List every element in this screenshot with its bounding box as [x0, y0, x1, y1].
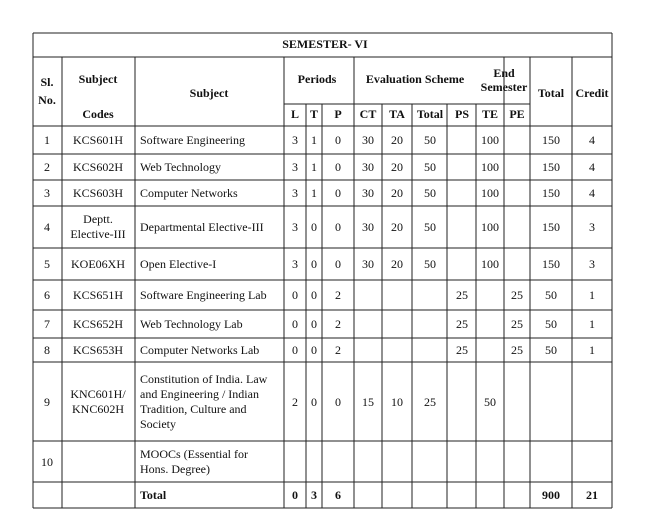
cell-t: 0	[311, 394, 317, 409]
cell-credit: 4	[589, 186, 595, 200]
cell-pe: 25	[511, 343, 523, 357]
cell-ps: 25	[456, 288, 468, 302]
cell-pe: 25	[511, 317, 523, 331]
cell-sl: 1	[44, 133, 50, 147]
header-evaluation-scheme: Evaluation Scheme	[365, 72, 465, 86]
cell-l: 3	[292, 257, 298, 271]
cell-l: 2	[292, 394, 298, 409]
cell-te: 100	[481, 220, 499, 234]
cell-subject: Computer Networks	[140, 185, 238, 200]
header-end: End	[493, 66, 515, 80]
cell-ps: 25	[456, 343, 468, 357]
cell-ct: 15	[362, 394, 374, 409]
cell-credit: 1	[589, 343, 595, 357]
cell-t: 0	[311, 288, 317, 302]
subheader-ta: TA	[389, 107, 405, 121]
total-t: 3	[311, 488, 317, 502]
cell-credit: 1	[589, 317, 595, 331]
subheader-t: T	[309, 107, 319, 121]
cell-t: 1	[311, 186, 317, 200]
total-l: 0	[292, 488, 298, 502]
cell-subject: MOOCs (Essential for	[140, 446, 248, 461]
cell-total: 150	[542, 186, 560, 200]
cell-te: 100	[481, 133, 499, 147]
cell-te: 100	[481, 257, 499, 271]
cell-p: 0	[335, 220, 341, 234]
header-periods: Periods	[297, 72, 337, 86]
cell-l: 3	[292, 133, 298, 147]
cell-t: 0	[311, 317, 317, 331]
header-semester: Semester	[480, 80, 528, 94]
cell-subject-code: Elective-III	[70, 227, 126, 241]
cell-subject: Software Engineering Lab	[140, 287, 267, 302]
cell-ct: 30	[362, 220, 374, 234]
subheader-te: TE	[481, 107, 499, 121]
cell-ta: 20	[391, 257, 403, 271]
cell-ct: 30	[362, 160, 374, 174]
cell-total: 50	[545, 317, 557, 331]
cell-ps: 25	[456, 317, 468, 331]
cell-p: 0	[335, 257, 341, 271]
cell-subject: Web Technology	[140, 159, 221, 174]
header-no: No.	[38, 93, 56, 107]
cell-ta: 10	[391, 394, 403, 409]
cell-t: 1	[311, 160, 317, 174]
cell-subject-code: KCS653H	[72, 342, 124, 357]
cell-subject: Hons. Degree)	[140, 461, 210, 476]
cell-l: 3	[292, 186, 298, 200]
cell-subject-code: KCS601H	[72, 132, 124, 147]
subheader-pe: PE	[509, 107, 525, 121]
header-credit: Credit	[575, 86, 609, 100]
cell-sl: 7	[44, 317, 50, 331]
header-codes: Codes	[82, 107, 114, 121]
cell-subject-code: KCS602H	[72, 159, 124, 174]
cell-subject-code: KNC602H	[71, 401, 125, 416]
subheader-ct: CT	[359, 107, 377, 121]
cell-subject: Software Engineering	[140, 132, 245, 147]
cell-sl: 3	[44, 186, 50, 200]
cell-sl: 8	[44, 343, 50, 357]
cell-eval-total: 50	[424, 133, 436, 147]
total-marks: 900	[542, 488, 560, 502]
cell-ct: 30	[362, 186, 374, 200]
cell-credit: 4	[589, 133, 595, 147]
total-credit: 21	[586, 488, 598, 502]
subheader-p: P	[334, 107, 342, 121]
cell-subject: Tradition, Culture and	[140, 401, 247, 416]
cell-credit: 1	[589, 288, 595, 302]
cell-eval-total: 25	[424, 394, 436, 409]
cell-l: 3	[292, 220, 298, 234]
cell-l: 3	[292, 160, 298, 174]
cell-p: 0	[335, 186, 341, 200]
cell-subject: Web Technology Lab	[140, 316, 243, 331]
header-total: Total	[537, 86, 565, 100]
subheader-ps: PS	[454, 107, 470, 121]
cell-subject: Computer Networks Lab	[140, 342, 260, 357]
cell-credit: 3	[589, 220, 595, 234]
cell-sl: 6	[44, 288, 50, 302]
cell-t: 1	[311, 133, 317, 147]
cell-te: 100	[481, 186, 499, 200]
cell-eval-total: 50	[424, 160, 436, 174]
cell-sl: 9	[44, 394, 50, 409]
subheader-l: L	[290, 107, 300, 121]
cell-total: 150	[542, 257, 560, 271]
cell-sl: 5	[44, 257, 50, 271]
cell-sl: 2	[44, 160, 50, 174]
cell-credit: 3	[589, 257, 595, 271]
cell-te: 100	[481, 160, 499, 174]
cell-credit: 4	[589, 160, 595, 174]
cell-total: 150	[542, 133, 560, 147]
cell-eval-total: 50	[424, 257, 436, 271]
cell-subject: Constitution of India. Law	[140, 371, 268, 386]
cell-subject: Departmental Elective-III	[140, 219, 264, 234]
cell-ct: 30	[362, 133, 374, 147]
header-subject-codes: Subject	[78, 72, 118, 86]
cell-p: 2	[335, 317, 341, 331]
cell-t: 0	[311, 257, 317, 271]
cell-ta: 20	[391, 220, 403, 234]
header-sl: Sl.	[40, 75, 54, 89]
cell-p: 0	[335, 133, 341, 147]
cell-t: 0	[311, 220, 317, 234]
cell-l: 0	[292, 317, 298, 331]
cell-sl: 10	[41, 454, 53, 469]
cell-total: 150	[542, 160, 560, 174]
semester-title: SEMESTER- VI	[282, 37, 368, 51]
cell-subject-code: KCS652H	[72, 316, 124, 331]
cell-subject: Open Elective-I	[140, 256, 217, 271]
cell-pe: 25	[511, 288, 523, 302]
cell-total: 50	[545, 288, 557, 302]
cell-subject: Society	[140, 416, 176, 431]
cell-sl: 4	[44, 220, 50, 234]
cell-t: 0	[311, 343, 317, 357]
total-p: 6	[335, 488, 341, 502]
subheader-total: Total	[416, 107, 444, 121]
cell-subject-code: KNC601H/	[70, 386, 126, 401]
cell-te: 50	[484, 394, 496, 409]
cell-ta: 20	[391, 133, 403, 147]
cell-l: 0	[292, 343, 298, 357]
cell-p: 0	[335, 160, 341, 174]
cell-subject-code: Deptt.	[83, 212, 113, 226]
cell-subject-code: KCS651H	[72, 287, 124, 302]
cell-l: 0	[292, 288, 298, 302]
cell-total: 150	[542, 220, 560, 234]
cell-p: 2	[335, 343, 341, 357]
cell-p: 0	[335, 394, 341, 409]
cell-eval-total: 50	[424, 220, 436, 234]
cell-ta: 20	[391, 186, 403, 200]
cell-ct: 30	[362, 257, 374, 271]
cell-eval-total: 50	[424, 186, 436, 200]
cell-subject: and Engineering / Indian	[140, 386, 259, 401]
cell-total: 50	[545, 343, 557, 357]
cell-subject-code: KCS603H	[72, 185, 124, 200]
cell-subject-code: KOE06XH	[71, 256, 125, 271]
cell-p: 2	[335, 288, 341, 302]
header-subject: Subject	[189, 86, 229, 100]
cell-ta: 20	[391, 160, 403, 174]
total-label: Total	[140, 488, 167, 502]
